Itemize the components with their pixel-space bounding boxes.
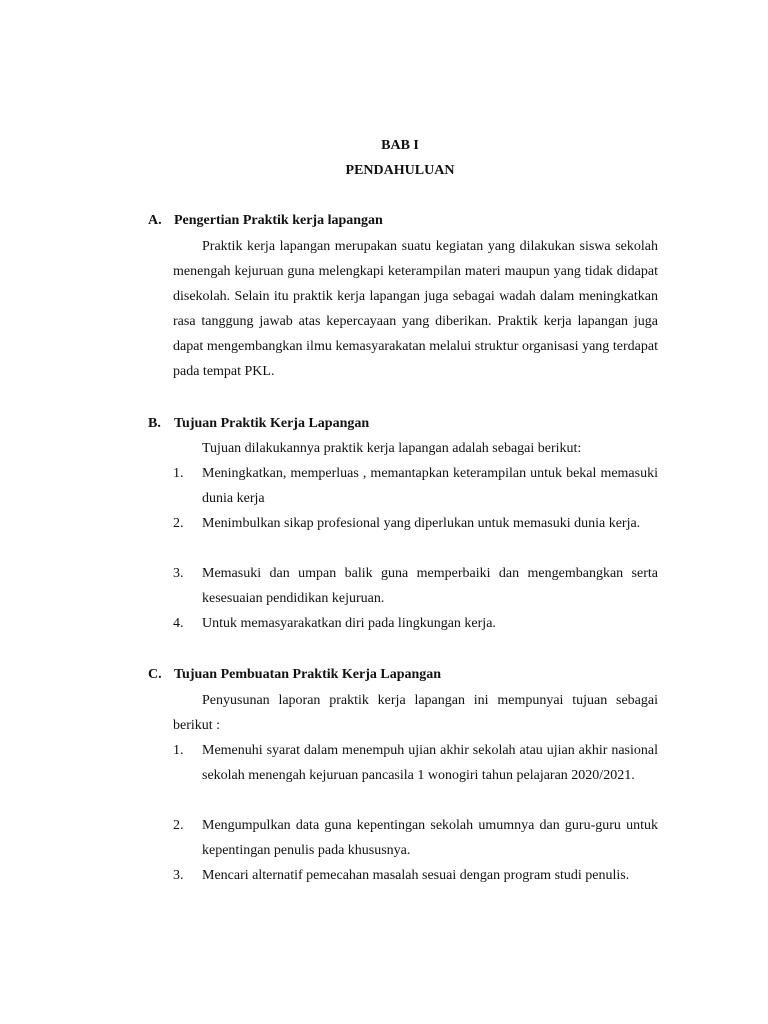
list-item-number: 3.	[173, 868, 184, 883]
list-item-number: 4.	[173, 616, 184, 631]
section-c-heading	[148, 666, 441, 684]
list-item	[173, 813, 658, 863]
list-item	[173, 611, 658, 636]
list-item-number: 2.	[173, 516, 184, 531]
list-item-text: Mencari alternatif pemecahan masalah sesuai dengan program studi penulis.	[202, 868, 630, 883]
list-item-text: Menimbulkan sikap profesional yang diperlukan untuk memasuki dunia kerja.	[202, 516, 641, 531]
list-item	[173, 511, 658, 536]
section-title: Tujuan Praktik Kerja Lapangan	[174, 416, 370, 431]
list-item	[173, 461, 658, 511]
section-b-intro: Tujuan dilakukannya praktik kerja lapangan adalah sebagai berikut:	[202, 441, 582, 456]
chapter-title: PENDAHULUAN	[345, 163, 455, 178]
list-item-text: Meningkatkan, memperluas , memantapkan keterampilan untuk bekal memasuki dunia kerja	[202, 466, 658, 506]
list-item-text: Memenuhi syarat dalam menempuh ujian akhir sekolah atau ujian akhir nasional sekolah menengah kejuruan pancasila 1 wonogiri tahun pelajaran 2020/2021.	[202, 743, 658, 783]
chapter-number: BAB I	[381, 138, 419, 153]
section-a-heading	[148, 212, 383, 230]
section-letter: C.	[148, 667, 162, 682]
list-item	[173, 561, 658, 611]
list-item-number: 3.	[173, 566, 184, 581]
section-a-paragraph: Praktik kerja lapangan merupakan suatu kegiatan yang dilakukan siswa sekolah menengah kejuruan guna melengkapi keterampilan materi maupun yang tidak didapat disekolah. Selain itu praktik kerja lapangan juga sebagai wadah dalam meningkatkan rasa tanggung jawab atas kepercayaan yang diberikan. Praktik kerja lapangan juga dapat mengembangkan ilmu kemasyarakatan melalui struktur organisasi yang terdapat pada tempat PKL.	[173, 239, 658, 379]
list-item-number: 1.	[173, 466, 184, 481]
section-b-heading	[148, 415, 369, 433]
list-item-text: Mengumpulkan data guna kepentingan sekolah umumnya dan guru-guru untuk kepentingan penulis pada khususnya.	[202, 818, 658, 858]
list-item	[173, 863, 658, 888]
list-item-number: 1.	[173, 743, 184, 758]
section-c-intro: Penyusunan laporan praktik kerja lapangan ini mempunyai tujuan sebagai berikut :	[173, 693, 658, 733]
section-letter: A.	[148, 213, 162, 228]
list-item	[173, 738, 658, 788]
section-letter: B.	[148, 416, 161, 431]
list-item-text: Memasuki dan umpan balik guna memperbaiki dan mengembangkan serta kesesuaian pendidikan kejuruan.	[202, 566, 658, 606]
section-title: Tujuan Pembuatan Praktik Kerja Lapangan	[174, 667, 442, 682]
section-title: Pengertian Praktik kerja lapangan	[174, 213, 383, 228]
list-item-text: Untuk memasyarakatkan diri pada lingkungan kerja.	[202, 616, 496, 631]
list-item-number: 2.	[173, 818, 184, 833]
